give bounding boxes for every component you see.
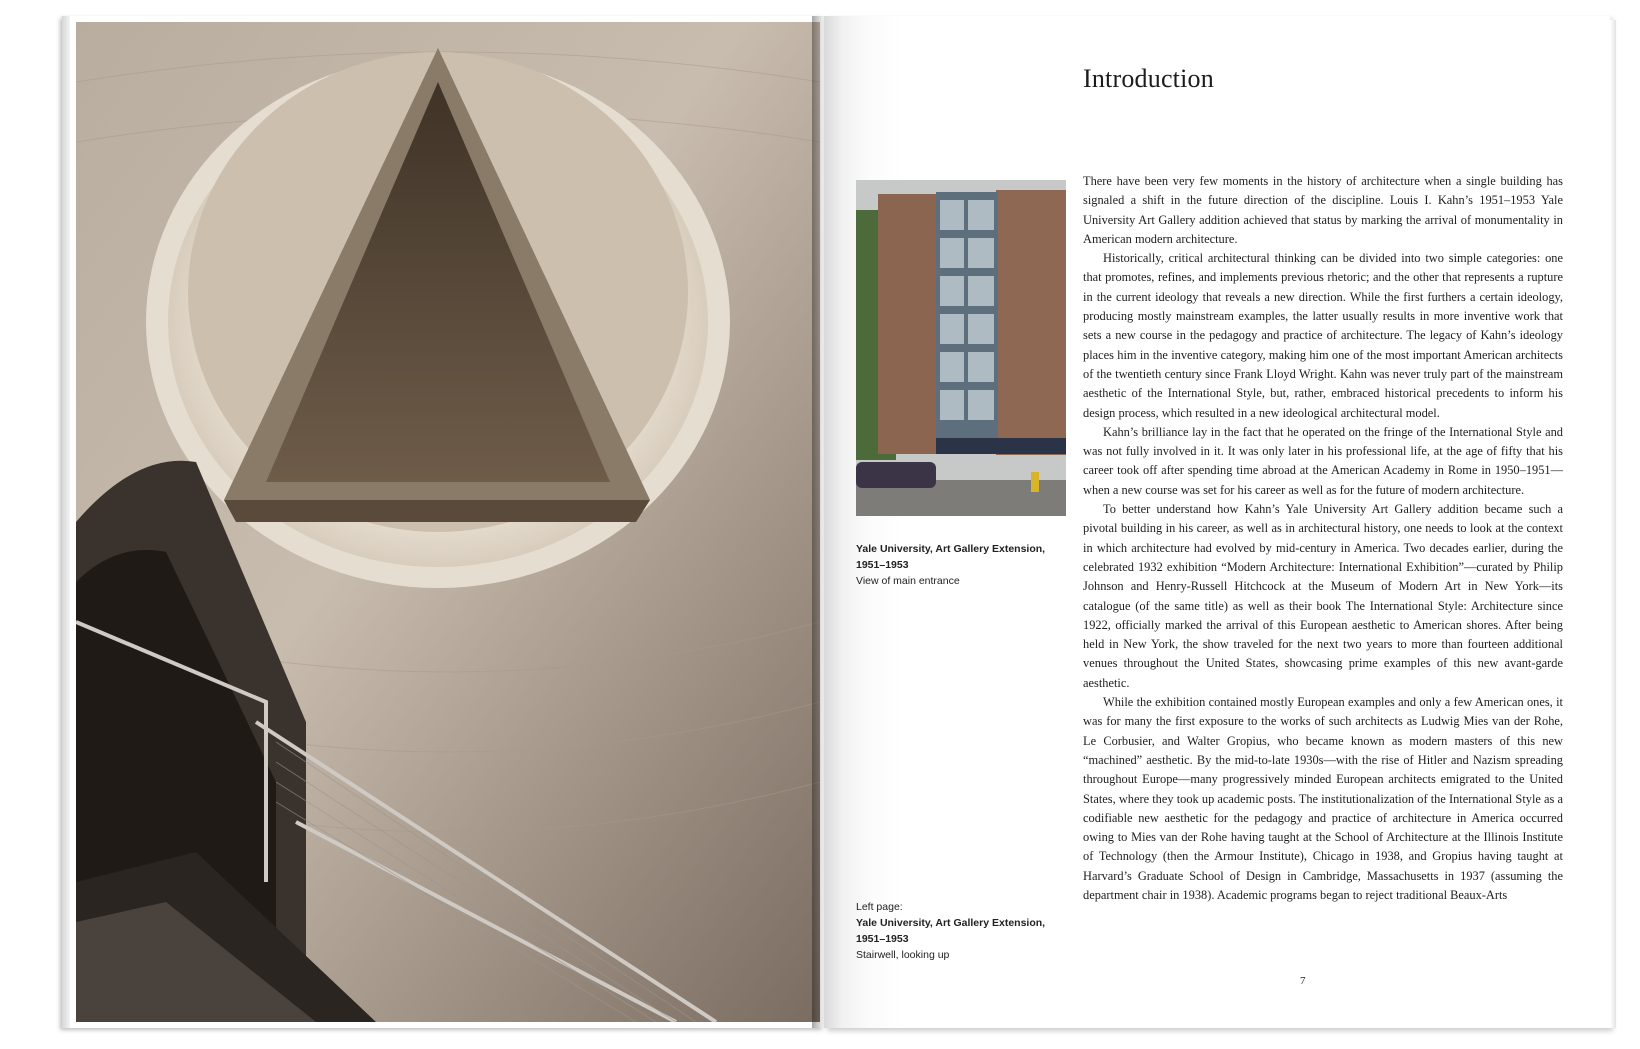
paragraph: Historically, critical architectural thinking can be divided into two simple categories: one that promotes, refines, and implements previous rhetoric; and the other that represents a rupture in the current ideology that reveals a new direction. While the first furthers a certain ideology, producing mostly mainstream examples, the latter usually results in more inventive work that sets a new course in the pedagogy and practice of architecture. The legacy of Kahn’s ideology places him in the inventive category, making him one of the most important American architects of the twentieth century since Frank Lloyd Wright. Kahn was never truly part of the mainstream aesthetic of the International Style, but, rather, embraced historical precedents to inform his design process, which resulted in a new ideological architectural model. — [1083, 251, 1563, 420]
caption-description: View of main entrance — [856, 575, 960, 587]
paragraph: Kahn’s brilliance lay in the fact that he operated on the fringe of the International Style and was not fully involved in it. It was only later in his professional life, at the age of fifty that his career took off after spending time abroad at the American Academy in Rome in 1950–1951—when a new course was set for his career as well as for the future of modern architecture. — [1083, 424, 1563, 497]
page-number: 7 — [1300, 975, 1306, 987]
paragraph: To better understand how Kahn’s Yale University Art Gallery addition became such a pivotal building in his career, as well as in architectural history, one needs to look at the context in which architecture had evolved by mid-century in America. Two decades earlier, during the celebrated 1932 exhibition “Modern Architecture: International Exhibition”—curated by Philip Johnson and Henry-Russell Hitchcock at the Museum of Modern Art in New York—its catalogue (of the same title) as well as their book The International Style: Architecture since 1922, officially marked the arrival of this European aesthetic to American shores. After being held in New York, the show traveled for the next two years to more than fourteen additional venues throughout the United States, showcasing prime examples of this new avant-garde aesthetic. — [1083, 502, 1563, 690]
paragraph: There have been very few moments in the history of architecture when a single building has signaled a shift in the future direction of the discipline. Louis I. Kahn’s 1951–1953 Yale University Art Gallery addition achieved that status by marking the arrival of monumentality in American modern architecture. — [1083, 174, 1563, 246]
caption-entrance — [856, 541, 1066, 589]
right-page-edge — [1610, 20, 1616, 1028]
caption-dates: 1951–1953 — [856, 559, 909, 571]
paragraph: While the exhibition contained mostly European examples and only a few American ones, it was for many the first exposure to the works of such architects as Ludwig Mies van der Rohe, Le Corbusier, and Walter Gropius, who became known as modern masters of this new “machined” aesthetic. By the mid-to-late 1930s—with the rise of Hitler and Nazism spreading throughout Europe—many progressively minded European architects emigrated to the United States, where they took up academic posts. The institutionalization of the International Style as a codifiable new aesthetic for the pedagogy and practice of architecture in America occurred owing to Mies van der Rohe having taught at the School of Architecture at the Illinois Institute of Technology (then the Armour Institute), Chicago in 1938, and Gropius having taught at Harvard’s Graduate School of Design in Cambridge, Massachusetts in 1937 (assuming the department chair in 1938). Academic programs began to reject traditional Beaux-Arts — [1083, 695, 1563, 902]
caption-prefix: Left page: — [856, 901, 903, 913]
caption-title: Yale University, Art Gallery Extension, — [856, 917, 1046, 929]
caption-description: Stairwell, looking up — [856, 949, 950, 961]
page-heading: Introduction — [1083, 64, 1214, 93]
caption-left-page — [856, 899, 1066, 963]
stairwell-photo — [76, 22, 820, 1022]
caption-title: Yale University, Art Gallery Extension, — [856, 543, 1046, 555]
left-page-edge — [62, 16, 70, 1028]
caption-dates: 1951–1953 — [856, 933, 909, 945]
entrance-photo — [856, 180, 1066, 516]
body-text — [1083, 172, 1563, 905]
